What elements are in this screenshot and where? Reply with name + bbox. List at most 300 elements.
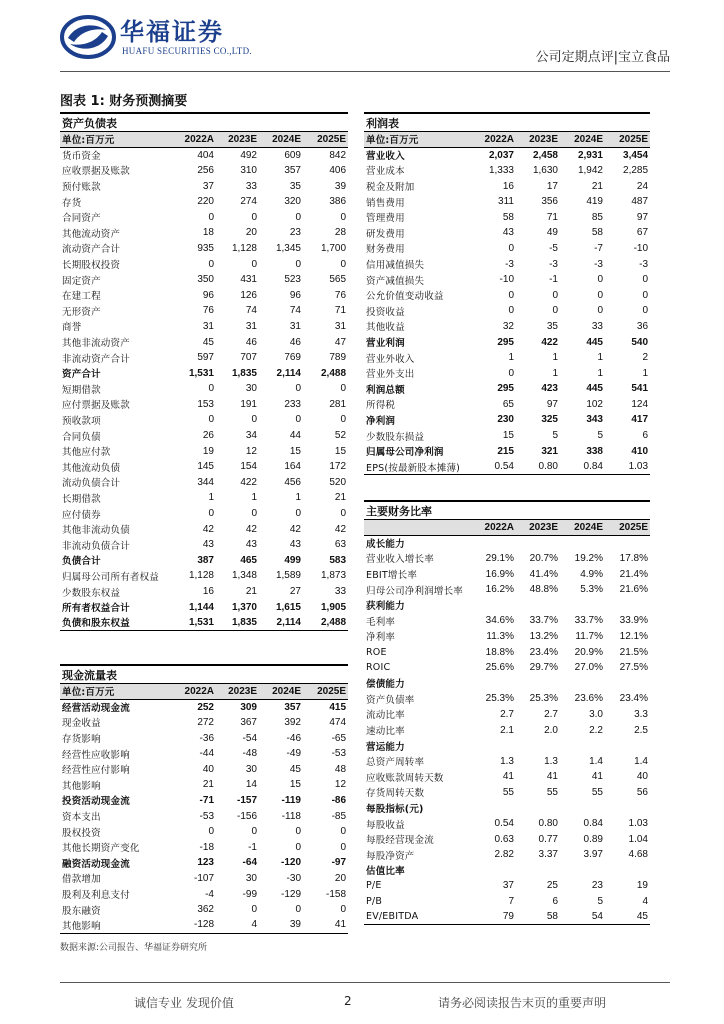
value-cell: 1 [552, 352, 558, 364]
value-cell: 3.0 [589, 708, 603, 720]
value-cell: 76 [334, 289, 347, 301]
value-cell: 31 [289, 320, 301, 332]
table-row [60, 475, 348, 491]
value-cell: 40 [202, 763, 214, 775]
value-cell: 423 [541, 383, 558, 395]
value-cell: -156 [236, 810, 257, 822]
table-title: 现金流量表 [60, 665, 348, 684]
table-row [364, 147, 650, 163]
value-cell: 1,144 [188, 601, 214, 613]
value-cell: 274 [240, 196, 257, 208]
section-label: 营运能力 [366, 741, 405, 753]
value-cell: 1 [597, 352, 603, 364]
value-cell: -10 [633, 242, 649, 254]
row-label: 税金及附加 [366, 182, 415, 194]
value-cell: 21.4% [619, 568, 648, 580]
value-cell: 97 [636, 211, 649, 223]
row-label: 其他流动资产 [62, 228, 121, 240]
value-cell: 0 [508, 305, 514, 317]
value-cell: 410 [631, 445, 649, 457]
value-cell: 79 [470, 909, 516, 925]
value-cell: 15 [334, 445, 347, 457]
value-cell: 311 [498, 196, 514, 208]
value-cell: 35 [546, 320, 558, 332]
value-cell: 406 [329, 164, 347, 176]
row-label: 净利润 [366, 415, 396, 427]
value-cell: 2.5 [634, 724, 648, 736]
value-cell: 310 [240, 164, 257, 176]
value-cell: 12 [334, 779, 347, 791]
table-row [364, 831, 650, 847]
value-cell: 20 [245, 227, 257, 239]
value-cell: 415 [329, 701, 347, 713]
table-row [60, 699, 348, 715]
value-cell: 2.7 [500, 708, 514, 720]
value-cell: 48 [334, 763, 347, 775]
row-label: 公允价值变动收益 [366, 291, 444, 303]
table-row [60, 319, 348, 335]
value-cell: 0.80 [516, 459, 560, 475]
row-label: 流动资产合计 [62, 244, 121, 256]
value-cell: 42 [334, 523, 347, 535]
value-cell: -53 [199, 810, 214, 822]
value-cell [516, 675, 560, 691]
table-row [60, 272, 348, 288]
value-cell: -129 [280, 888, 301, 900]
year-header: 2023E [216, 684, 259, 700]
value-cell: 344 [197, 476, 214, 488]
value-cell: 0 [295, 508, 301, 520]
value-cell: 27 [289, 586, 301, 598]
value-cell: 20 [334, 872, 347, 884]
value-cell: 338 [586, 445, 603, 457]
value-cell: 0 [340, 826, 347, 838]
value-cell: 2,488 [320, 367, 347, 379]
row-label: 商誉 [62, 322, 82, 334]
value-cell [605, 738, 650, 754]
value-cell: 41 [303, 917, 348, 933]
value-cell: 41 [546, 771, 558, 783]
value-cell: 0 [251, 211, 257, 223]
table-title: 主要财务比率 [364, 501, 650, 520]
year-header: 2025E [303, 132, 348, 148]
value-cell: -48 [242, 748, 257, 760]
row-label: 投资收益 [366, 306, 405, 318]
row-label: 所有者权益合计 [62, 603, 130, 615]
value-cell: 1,905 [320, 601, 347, 613]
value-cell: -158 [326, 888, 347, 900]
section-row [364, 738, 650, 754]
year-header: 2023E [216, 132, 259, 148]
table-row [60, 397, 348, 413]
table-row [364, 287, 650, 303]
value-cell: -85 [331, 810, 347, 822]
value-cell: 0 [208, 383, 214, 395]
row-label: 非流动负债合计 [62, 540, 130, 552]
value-cell: 30 [245, 763, 257, 775]
value-cell: 26 [202, 430, 214, 442]
row-label: 管理费用 [366, 213, 405, 225]
row-label: 其他应付款 [62, 447, 111, 459]
row-label: 借款增加 [62, 874, 101, 886]
row-label: 存货 [62, 197, 82, 209]
value-cell: 16 [502, 180, 514, 192]
value-cell: 520 [329, 476, 347, 488]
value-cell: 492 [240, 149, 257, 161]
value-cell: 46 [289, 336, 301, 348]
row-label: 营业成本 [366, 166, 405, 178]
value-cell: 386 [329, 196, 347, 208]
table-row [364, 241, 650, 257]
table-row [60, 715, 348, 731]
figure-title: 图表 1: 财务预测摘要 [60, 94, 188, 109]
table-row [60, 917, 348, 933]
value-cell: 71 [334, 305, 347, 317]
value-cell: 33 [591, 320, 603, 332]
row-label: 预收款项 [62, 415, 101, 427]
table-row [60, 490, 348, 506]
year-header: 2025E [303, 684, 348, 700]
value-cell [516, 800, 560, 816]
value-cell: 33.7% [574, 615, 603, 627]
value-cell: 29.7% [529, 662, 558, 674]
table-row [364, 163, 650, 179]
footer-divider [60, 982, 670, 983]
value-cell: 16.9% [485, 568, 514, 580]
value-cell: -1 [248, 841, 257, 853]
table-row [60, 521, 348, 537]
value-cell: 55 [502, 786, 514, 798]
value-cell: -1 [549, 274, 558, 286]
value-cell: 0 [251, 414, 257, 426]
value-cell: 25.3% [485, 693, 514, 705]
table-row [60, 459, 348, 475]
value-cell [470, 863, 516, 879]
row-label: 每股收益 [366, 819, 405, 831]
table-row [60, 147, 348, 163]
row-label: 资产合计 [62, 369, 101, 381]
value-cell: 74 [245, 305, 257, 317]
value-cell: 0 [295, 904, 301, 916]
value-cell: 18.8% [485, 646, 514, 658]
table-title: 利润表 [364, 113, 650, 132]
value-cell: 102 [586, 398, 603, 410]
row-label: 应收账款周转天数 [366, 772, 444, 784]
value-cell: 0 [295, 211, 301, 223]
row-label: 每股经营现金流 [366, 835, 434, 847]
value-cell: 124 [631, 398, 649, 410]
year-header: 2022A [470, 132, 516, 148]
table-row [60, 615, 348, 631]
value-cell: 145 [197, 461, 214, 473]
year-header: 2025E [605, 520, 650, 536]
value-cell: 13.2% [529, 630, 558, 642]
value-cell: 123 [197, 857, 214, 869]
value-cell: 2,488 [303, 615, 348, 631]
value-cell: 12 [245, 445, 257, 457]
value-cell: 58 [502, 211, 514, 223]
value-cell: 272 [197, 716, 214, 728]
table-row [60, 730, 348, 746]
value-cell: 55 [546, 786, 558, 798]
table-row [364, 178, 650, 194]
table-row [364, 272, 650, 288]
value-cell: 357 [284, 701, 301, 713]
value-cell: 2.82 [494, 849, 514, 861]
value-cell: 18 [202, 227, 214, 239]
value-cell: 25.6% [485, 662, 514, 674]
section-label: 偿债能力 [366, 679, 405, 691]
table-row [364, 303, 650, 319]
value-cell: 45 [605, 909, 650, 925]
table-row [60, 303, 348, 319]
table-row [60, 506, 348, 522]
value-cell [516, 863, 560, 879]
value-cell: 34.6% [485, 615, 514, 627]
table-row [364, 412, 650, 428]
value-cell: 431 [240, 274, 257, 286]
value-cell: 256 [197, 164, 214, 176]
value-cell: 1,835 [231, 367, 257, 379]
value-cell: 6 [642, 430, 649, 442]
huafu-logo [60, 12, 300, 64]
value-cell: 17 [546, 180, 558, 192]
row-label: 非流动资产合计 [62, 353, 130, 365]
table-row [60, 824, 348, 840]
value-cell: 0 [642, 289, 649, 301]
value-cell: 58 [591, 227, 603, 239]
value-cell: 45 [202, 336, 214, 348]
value-cell [470, 535, 516, 551]
row-label: 营业外支出 [366, 369, 415, 381]
value-cell: 2 [642, 352, 649, 364]
value-cell: 1 [642, 367, 649, 379]
value-cell: -4 [205, 888, 214, 900]
value-cell [516, 535, 560, 551]
value-cell: 0 [208, 211, 214, 223]
value-cell: -107 [193, 872, 214, 884]
value-cell: 25.3% [529, 693, 558, 705]
value-cell: 2,114 [276, 367, 301, 379]
value-cell: 769 [284, 352, 301, 364]
value-cell: 321 [541, 445, 558, 457]
table-row [60, 334, 348, 350]
value-cell: 0 [208, 826, 214, 838]
value-cell: 33 [334, 586, 347, 598]
value-cell: 0 [340, 383, 347, 395]
section-row [364, 535, 650, 551]
value-cell [470, 738, 516, 754]
value-cell: 34 [245, 430, 257, 442]
value-cell: 1 [508, 352, 514, 364]
value-cell: -46 [286, 732, 301, 744]
value-cell [560, 535, 605, 551]
value-cell: 1.4 [589, 755, 603, 767]
value-cell [560, 863, 605, 879]
row-label: 归母公司净利润增长率 [366, 585, 464, 597]
row-label: 毛利率 [366, 616, 396, 628]
value-cell: 707 [240, 352, 257, 364]
value-cell: 0 [597, 289, 603, 301]
row-label: EPS(按最新股本摊薄) [364, 459, 470, 475]
table-row [60, 241, 348, 257]
table-row [60, 808, 348, 824]
section-row [364, 863, 650, 879]
value-cell: 1 [597, 367, 603, 379]
value-cell: 30 [245, 872, 257, 884]
table-row [364, 209, 650, 225]
table-header-row [364, 520, 650, 536]
value-cell: 1 [208, 492, 214, 504]
table-row [364, 582, 650, 598]
value-cell: 45 [289, 763, 301, 775]
value-cell: -120 [280, 857, 301, 869]
footer-slogan: 诚信专业 发现价值 [134, 996, 234, 1010]
table-row [60, 599, 348, 615]
value-cell: 30 [245, 383, 257, 395]
row-label: 营业收入 [366, 151, 405, 163]
table-header-row [60, 684, 348, 700]
value-cell: 565 [329, 274, 347, 286]
value-cell: 4 [216, 917, 259, 933]
value-cell: 0.84 [583, 818, 603, 830]
value-cell: 1,700 [320, 242, 347, 254]
data-source-note: 数据来源:公司报告、华福证券研究所 [60, 943, 208, 953]
table-row [364, 722, 650, 738]
value-cell [560, 675, 605, 691]
row-label: 归属母公司净利润 [366, 447, 444, 459]
value-cell [605, 675, 650, 691]
value-cell: 233 [284, 398, 301, 410]
value-cell: 1 [295, 492, 301, 504]
value-cell: 21 [245, 586, 257, 598]
table-header-row [364, 132, 650, 148]
year-header: 2022A [470, 520, 516, 536]
value-cell: 0 [251, 508, 257, 520]
value-cell: 2.7 [544, 708, 558, 720]
value-cell: 1,531 [188, 367, 214, 379]
row-label: ROE [366, 646, 387, 658]
value-cell: 41.4% [529, 568, 558, 580]
value-cell: 357 [284, 164, 301, 176]
value-cell: 2,037 [488, 149, 514, 161]
value-cell: 2.2 [589, 724, 603, 736]
value-cell: 40 [636, 771, 648, 783]
value-cell: 0.77 [538, 833, 558, 845]
balance-sheet-table [60, 112, 348, 631]
table-header-row [60, 132, 348, 148]
value-cell: 1.3 [500, 755, 514, 767]
table-row [60, 761, 348, 777]
table-row [60, 839, 348, 855]
table-row [364, 428, 650, 444]
value-cell: 11.7% [575, 630, 603, 642]
value-cell: 42 [289, 523, 301, 535]
value-cell [605, 535, 650, 551]
row-label: EBIT增长率 [366, 570, 418, 582]
value-cell: 367 [240, 716, 257, 728]
table-row [60, 537, 348, 553]
value-cell [560, 597, 605, 613]
value-cell: 35 [289, 180, 301, 192]
year-header: 2024E [560, 132, 605, 148]
value-cell: 597 [197, 352, 214, 364]
year-header: 2024E [259, 684, 303, 700]
table-row [60, 194, 348, 210]
row-label: 其他影响 [60, 917, 170, 933]
header-divider [60, 71, 670, 72]
value-cell: 422 [541, 336, 558, 348]
value-cell [560, 738, 605, 754]
value-cell: 0 [642, 305, 649, 317]
value-cell: 309 [240, 701, 257, 713]
table-row [60, 568, 348, 584]
table-row [60, 209, 348, 225]
row-label: 财务费用 [366, 244, 405, 256]
value-cell: 23.6% [574, 693, 603, 705]
row-label: 融资活动现金流 [62, 858, 130, 870]
value-cell: 1,333 [488, 164, 514, 176]
value-cell [605, 800, 650, 816]
value-cell: -3 [639, 258, 649, 270]
table-row [364, 334, 650, 350]
value-cell: 74 [289, 305, 301, 317]
value-cell: 1.3 [544, 755, 558, 767]
table-row [364, 566, 650, 582]
row-label: 营业收入增长率 [366, 554, 434, 566]
table-row [364, 365, 650, 381]
value-cell: 5 [597, 430, 603, 442]
value-cell: 27.5% [619, 662, 648, 674]
value-cell: -71 [199, 794, 214, 806]
value-cell: 25 [546, 880, 558, 892]
value-cell: 387 [197, 554, 214, 566]
value-cell: 1 [552, 367, 558, 379]
value-cell: 445 [586, 383, 603, 395]
value-cell: 44 [289, 430, 301, 442]
value-cell: 126 [240, 289, 257, 301]
value-cell: 85 [591, 211, 603, 223]
value-cell: -7 [594, 242, 603, 254]
value-cell: 2,114 [259, 615, 303, 631]
value-cell: 5 [552, 430, 558, 442]
value-cell: 55 [591, 786, 603, 798]
value-cell: 0 [251, 826, 257, 838]
value-cell: 41 [591, 771, 603, 783]
value-cell: 154 [240, 461, 257, 473]
value-cell: 33.9% [619, 615, 648, 627]
value-cell: 31 [334, 320, 347, 332]
value-cell: 789 [329, 352, 347, 364]
table-row [60, 381, 348, 397]
table-row [364, 194, 650, 210]
value-cell: -3 [505, 258, 514, 270]
value-cell: 3.97 [583, 849, 603, 861]
value-cell [560, 800, 605, 816]
table-row [364, 847, 650, 863]
row-label: 投资活动现金流 [62, 796, 130, 808]
value-cell: 343 [586, 414, 603, 426]
value-cell: 935 [197, 242, 214, 254]
section-row [364, 597, 650, 613]
value-cell: 96 [202, 289, 214, 301]
value-cell: 583 [329, 554, 347, 566]
value-cell: 4.68 [628, 849, 648, 861]
row-label: 所得税 [366, 400, 396, 412]
value-cell: -3 [549, 258, 558, 270]
value-cell: 842 [329, 149, 347, 161]
row-label: 股权投资 [62, 827, 101, 839]
